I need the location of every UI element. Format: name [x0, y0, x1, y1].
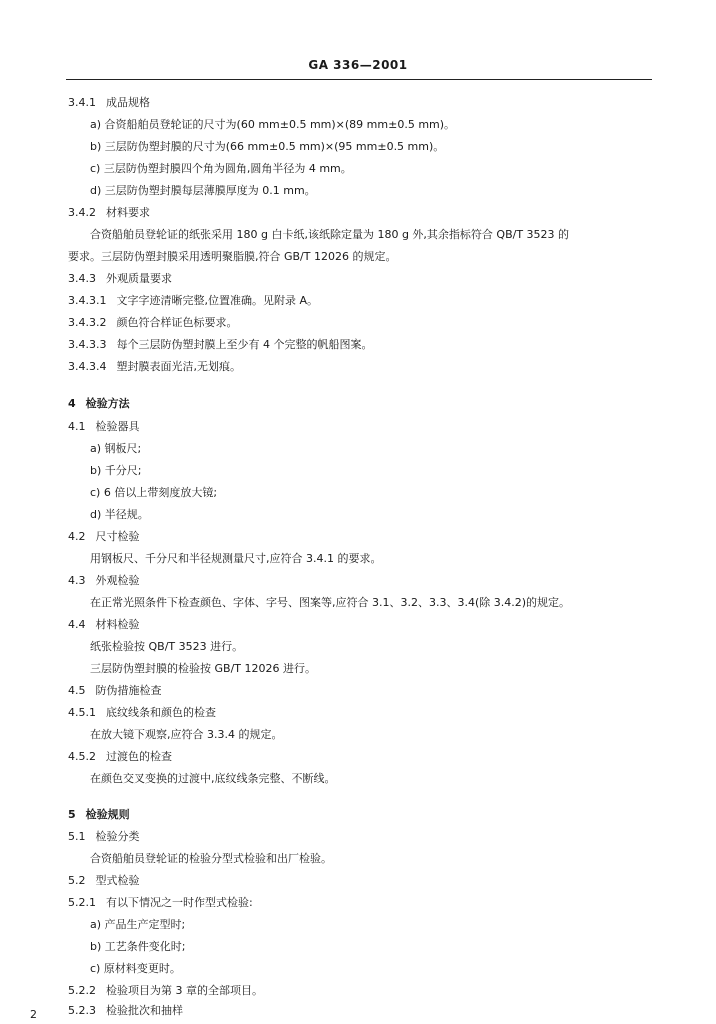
- list-item: b) 千分尺;: [90, 464, 142, 477]
- clause-item: 5.2.2 检验项目为第 3 章的全部项目。: [68, 984, 263, 997]
- clause-item: 4.5.1 底纹线条和颜色的检查: [68, 706, 216, 719]
- page-number: 2: [30, 1008, 37, 1021]
- list-item: b) 三层防伪塑封膜的尺寸为(66 mm±0.5 mm)×(95 mm±0.5 mm)。: [90, 140, 445, 153]
- list-item: c) 三层防伪塑封膜四个角为圆角,圆角半径为 4 mm。: [90, 162, 352, 175]
- clause-item: 5.2.3 检验批次和抽样: [68, 1004, 183, 1017]
- clause-item: 3.4.3.4 塑封膜表面光洁,无划痕。: [68, 360, 241, 373]
- clause-heading: 4.4 材料检验: [68, 618, 140, 631]
- list-item: a) 产品生产定型时;: [90, 918, 186, 931]
- paragraph-line: 在正常光照条件下检查颜色、字体、字号、图案等,应符合 3.1、3.2、3.3、3.4(除 3.4.2)的规定。: [90, 596, 571, 609]
- list-item: a) 合资船舶员登轮证的尺寸为(60 mm±0.5 mm)×(89 mm±0.5 mm)。: [90, 118, 456, 131]
- clause-heading: 4.3 外观检验: [68, 574, 140, 587]
- clause-heading: 3.4.3 外观质量要求: [68, 272, 172, 285]
- list-item: a) 钢板尺;: [90, 442, 142, 455]
- paragraph-line: 要求。三层防伪塑封膜采用透明聚脂膜,符合 GB/T 12026 的规定。: [68, 250, 397, 263]
- clause-item: 3.4.3.3 每个三层防伪塑封膜上至少有 4 个完整的帆船图案。: [68, 338, 373, 351]
- clause-heading: 5.2 型式检验: [68, 874, 140, 887]
- standard-code: GA 336—2001: [308, 58, 408, 72]
- clause-item: 5.2.1 有以下情况之一时作型式检验:: [68, 896, 253, 909]
- list-item: b) 工艺条件变化时;: [90, 940, 186, 953]
- clause-heading: 4.2 尺寸检验: [68, 530, 140, 543]
- clause-heading: 5.1 检验分类: [68, 830, 140, 843]
- paragraph-line: 三层防伪塑封膜的检验按 GB/T 12026 进行。: [90, 662, 316, 675]
- list-item: d) 半径规。: [90, 508, 149, 521]
- paragraph-line: 合资船舶员登轮证的检验分型式检验和出厂检验。: [90, 852, 332, 865]
- paragraph-line: 在颜色交叉变换的过渡中,底纹线条完整、不断线。: [90, 772, 336, 785]
- chapter-heading: 5 检验规则: [68, 808, 130, 821]
- page-header: [0, 58, 716, 78]
- chapter-heading: 4 检验方法: [68, 397, 130, 410]
- paragraph-line: 在放大镜下观察,应符合 3.3.4 的规定。: [90, 728, 283, 741]
- clause-item: 4.5.2 过渡色的检查: [68, 750, 172, 763]
- clause-heading: 4.1 检验器具: [68, 420, 140, 433]
- clause-heading: 4.5 防伪措施检查: [68, 684, 162, 697]
- clause-item: 3.4.3.1 文字字迹清晰完整,位置准确。见附录 A。: [68, 294, 319, 307]
- paragraph-line: 纸张检验按 QB/T 3523 进行。: [90, 640, 244, 653]
- header-rule: [66, 79, 652, 80]
- clause-item: 3.4.3.2 颜色符合样证色标要求。: [68, 316, 238, 329]
- paragraph-line: 用钢板尺、千分尺和半径规测量尺寸,应符合 3.4.1 的要求。: [90, 552, 382, 565]
- paragraph-line: 合资船舶员登轮证的纸张采用 180 g 白卡纸,该纸除定量为 180 g 外,其余指标符合 QB/T 3523 的: [90, 228, 570, 241]
- list-item: d) 三层防伪塑封膜每层薄膜厚度为 0.1 mm。: [90, 184, 316, 197]
- list-item: c) 6 倍以上带刻度放大镜;: [90, 486, 218, 499]
- clause-heading: 3.4.2 材料要求: [68, 206, 150, 219]
- list-item: c) 原材料变更时。: [90, 962, 181, 975]
- clause-heading: 3.4.1 成品规格: [68, 96, 150, 109]
